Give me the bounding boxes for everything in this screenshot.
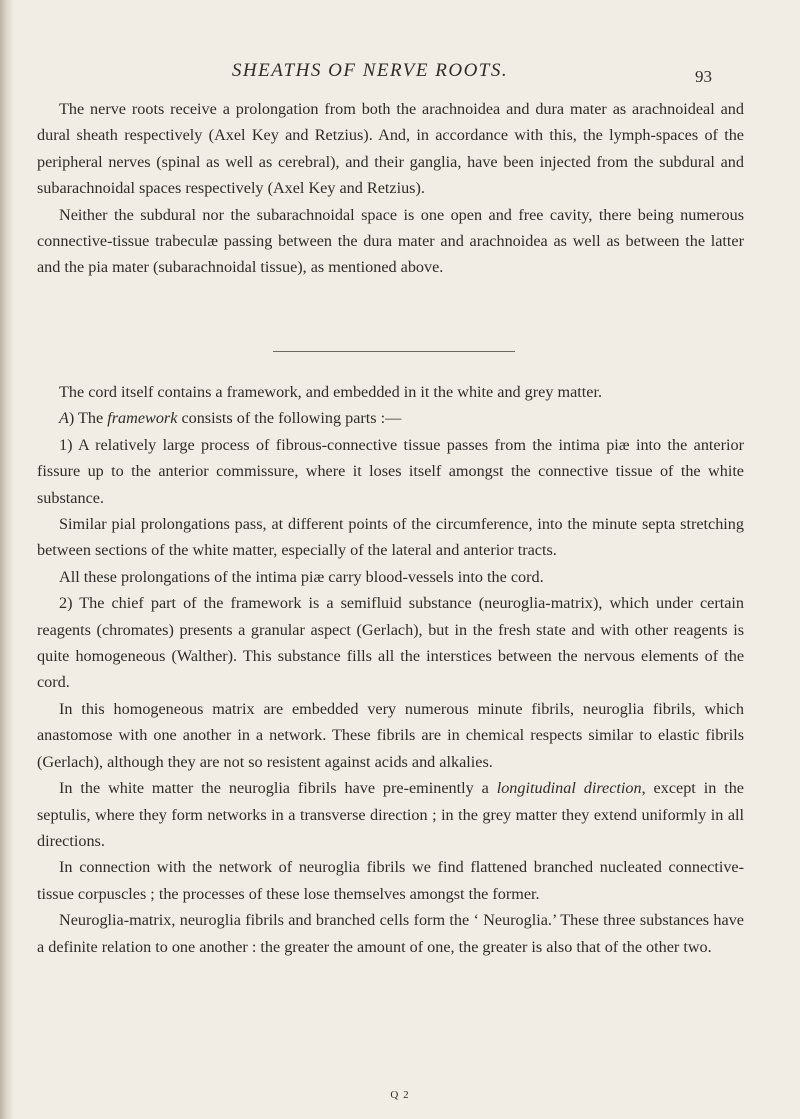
framework-heading — [37, 405, 744, 431]
heading-letter: A — [59, 409, 69, 428]
white-matter-emphasis: longitudinal direction — [496, 779, 642, 798]
paragraph-white-matter — [37, 775, 744, 854]
binding-gutter-shadow — [0, 0, 14, 1119]
white-matter-before: In the white matter the neuroglia fibrils have pre-eminently a — [59, 779, 497, 798]
paragraph-sheaths: The nerve roots receive a prolongation from both the arachnoidea and dura mater as arachnoideal and dural sheath respectively (Axel Key and Retzius). And, in accordance with this, the lymph-spaces of the peripheral nerves (spinal as well as cerebral), and their ganglia, have been injected from the subdural and subarachnoidal spaces respectively (Axel Key and Retzius). — [37, 100, 744, 198]
paragraph-corpuscles: In connection with the network of neuroglia fibrils we find flattened branched nucleated connective-tissue corpuscles ; the processes of these lose themselves amongst the former. — [37, 858, 744, 903]
paragraph-fibrous-process: 1) A relatively large process of fibrous-connective tissue passes from the intima piæ into the anterior fissure up to the anterior commissure, where it loses itself amongst the connective tissue of the white substance. — [37, 435, 744, 507]
signature-mark: Q 2 — [390, 1089, 410, 1101]
heading-prefix: ) The — [68, 409, 108, 428]
paragraph-pial-prolongations: Similar pial prolongations pass, at different points of the circumference, into the minute septa stretching between sections of the white matter, especially of the lateral and anterior tracts. — [37, 515, 744, 560]
page-number: 93 — [695, 67, 712, 86]
running-head: SHEATHS OF NERVE ROOTS. — [231, 60, 509, 81]
paragraph-neuroglia-matrix: 2) The chief part of the framework is a semifluid substance (neuroglia-matrix), which under certain reagents (chromates) presents a granular aspect (Gerlach), but in the fresh state and with other reagents is quite homogeneous (Walther). This substance fills all the interstices between the nervous elements of the cord. — [37, 594, 744, 692]
section-cord-framework — [37, 379, 744, 960]
paragraph-blood-vessels: All these prolongations of the intima piæ carry blood-vessels into the cord. — [59, 567, 544, 586]
section-divider — [273, 351, 515, 352]
heading-term: framework — [107, 409, 178, 428]
paragraph-subdural-space: Neither the subdural nor the subarachnoidal space is one open and free cavity, there being numerous connective-tissue trabeculæ passing between the dura mater and arachnoidea as well as between the latter and the pia mater (subarachnoidal tissue), as mentioned above. — [37, 205, 744, 277]
heading-suffix: consists of the following parts :— — [177, 409, 402, 428]
paragraph-neuroglia: Neuroglia-matrix, neuroglia fibrils and branched cells form the ‘ Neuroglia.’ These three substances have a definite relation to one another : the greater the amount of one, the greater is also that of the other two. — [37, 911, 744, 956]
section-nerve-roots — [37, 96, 744, 281]
paragraph-cord-intro: The cord itself contains a framework, and embedded in it the white and grey matter. — [59, 383, 602, 401]
paragraph-neuroglia-fibrils: In this homogeneous matrix are embedded very numerous minute fibrils, neuroglia fibrils, which anastomose with one another in a network. These fibrils are in chemical respects similar to elastic fibrils (Gerlach), although they are not so resistent against acids and alkalies. — [37, 699, 744, 771]
white-matter-after: , except in the septulis, where they form networks in a transverse direction ; in the grey matter they extend uniformly in all directions. — [37, 779, 744, 850]
page-header — [0, 58, 800, 88]
